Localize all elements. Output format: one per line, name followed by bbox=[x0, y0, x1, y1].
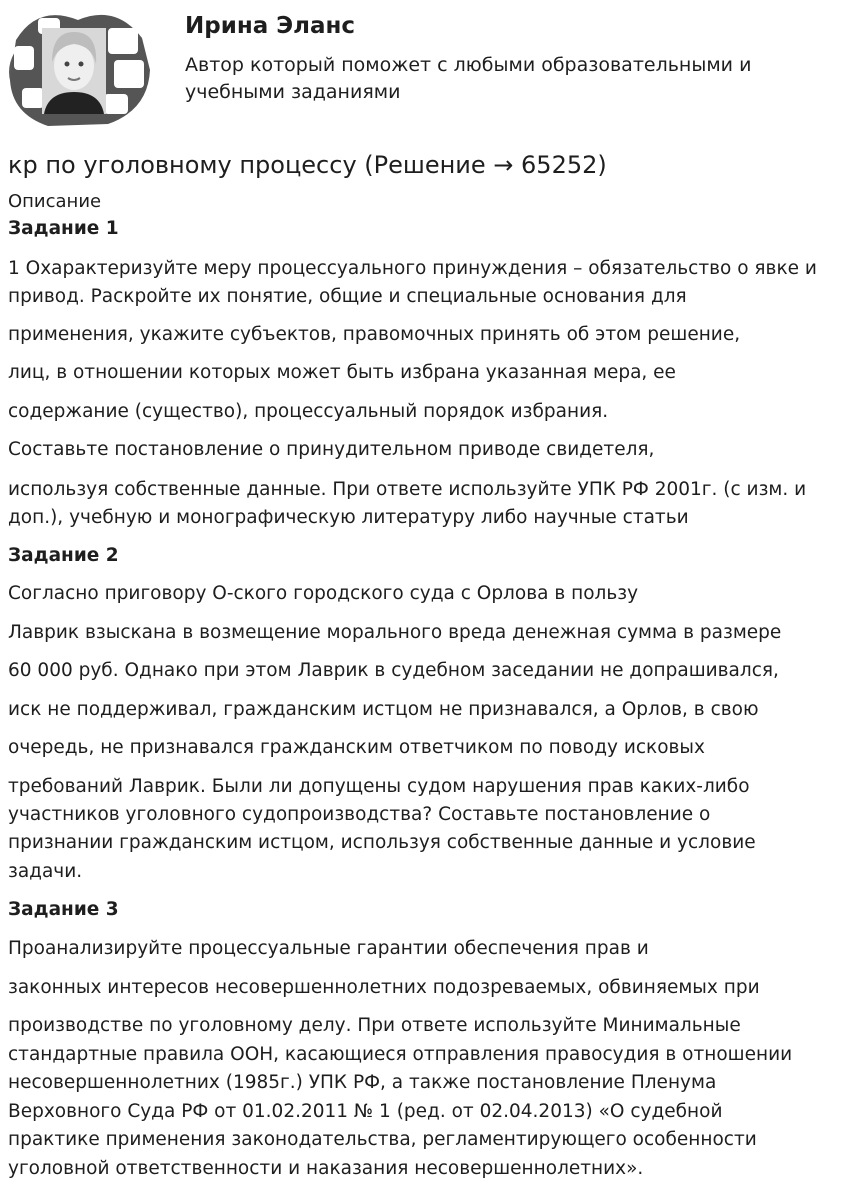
author-header bbox=[0, 0, 847, 140]
text-line: лиц, в отношении которых может быть избрана указанная мера, ее bbox=[8, 362, 676, 383]
text-line: законных интересов несовершеннолетних подозреваемых, обвиняемых при bbox=[8, 977, 760, 998]
text-line: Лаврик взыскана в возмещение морального вреда денежная сумма в размере bbox=[8, 622, 782, 643]
text-line: 60 000 руб. Однако при этом Лаврик в судебном заседании не допрашивался, bbox=[8, 660, 779, 681]
text-line: используя собственные данные. При ответе используйте УПК РФ 2001г. (с изм. и bbox=[8, 479, 807, 500]
text-line: Верховного Суда РФ от 01.02.2011 № 1 (ред. от 02.04.2013) «О судебной bbox=[8, 1101, 723, 1122]
task-2-heading: Задание 2 bbox=[8, 545, 119, 566]
task-1-heading: Задание 1 bbox=[8, 218, 119, 239]
author-description bbox=[185, 52, 825, 106]
text-line: задачи. bbox=[8, 861, 83, 882]
description-label: Описание bbox=[8, 191, 102, 212]
text-line: участников уголовного судопроизводства? Составьте постановление о bbox=[8, 804, 711, 825]
text-line: Согласно приговору О-ского городского суда с Орлова в пользу bbox=[8, 583, 639, 604]
text-line: Составьте постановление о принудительном приводе свидетеля, bbox=[8, 439, 655, 460]
task-3-heading: Задание 3 bbox=[8, 899, 119, 920]
text-line: уголовной ответственности и наказания несовершеннолетних». bbox=[8, 1158, 644, 1179]
author-avatar bbox=[8, 10, 150, 128]
text-line: 1 Охарактеризуйте меру процессуального принуждения – обязательство о явке и bbox=[8, 258, 817, 279]
text-line: содержание (существо), процессуальный порядок избрания. bbox=[8, 401, 609, 422]
text-line: доп.), учебную и монографическую литературу либо научные статьи bbox=[8, 507, 689, 528]
text-line: очередь, не признавался гражданским ответчиком по поводу исковых bbox=[8, 737, 705, 758]
author-description-line: Автор который поможет с любыми образовательными и bbox=[185, 54, 752, 76]
text-line: иск не поддерживал, гражданским истцом не признавался, а Орлов, в свою bbox=[8, 699, 759, 720]
author-photo bbox=[42, 28, 106, 114]
text-line: практике применения законодательства, регламентирующего особенности bbox=[8, 1129, 757, 1150]
text-line: признании гражданским истцом, используя собственные данные и условие bbox=[8, 832, 756, 853]
text-line: стандартные правила ООН, касающиеся отправления правосудия в отношении bbox=[8, 1044, 793, 1065]
document-title: кр по уголовному процессу (Решение → 65252) bbox=[8, 151, 607, 179]
text-line: несовершеннолетних (1985г.) УПК РФ, а также постановление Пленума bbox=[8, 1072, 717, 1093]
author-name: Ирина Эланс bbox=[185, 13, 356, 39]
text-line: Проанализируйте процессуальные гарантии обеспечения прав и bbox=[8, 938, 649, 959]
text-line: производстве по уголовному делу. При ответе используйте Минимальные bbox=[8, 1015, 741, 1036]
text-line: привод. Раскройте их понятие, общие и специальные основания для bbox=[8, 286, 687, 307]
text-line: применения, укажите субъектов, правомочных принять об этом решение, bbox=[8, 324, 741, 345]
author-description-line: учебными заданиями bbox=[185, 81, 401, 103]
text-line: требований Лаврик. Были ли допущены судом нарушения прав каких-либо bbox=[8, 776, 750, 797]
